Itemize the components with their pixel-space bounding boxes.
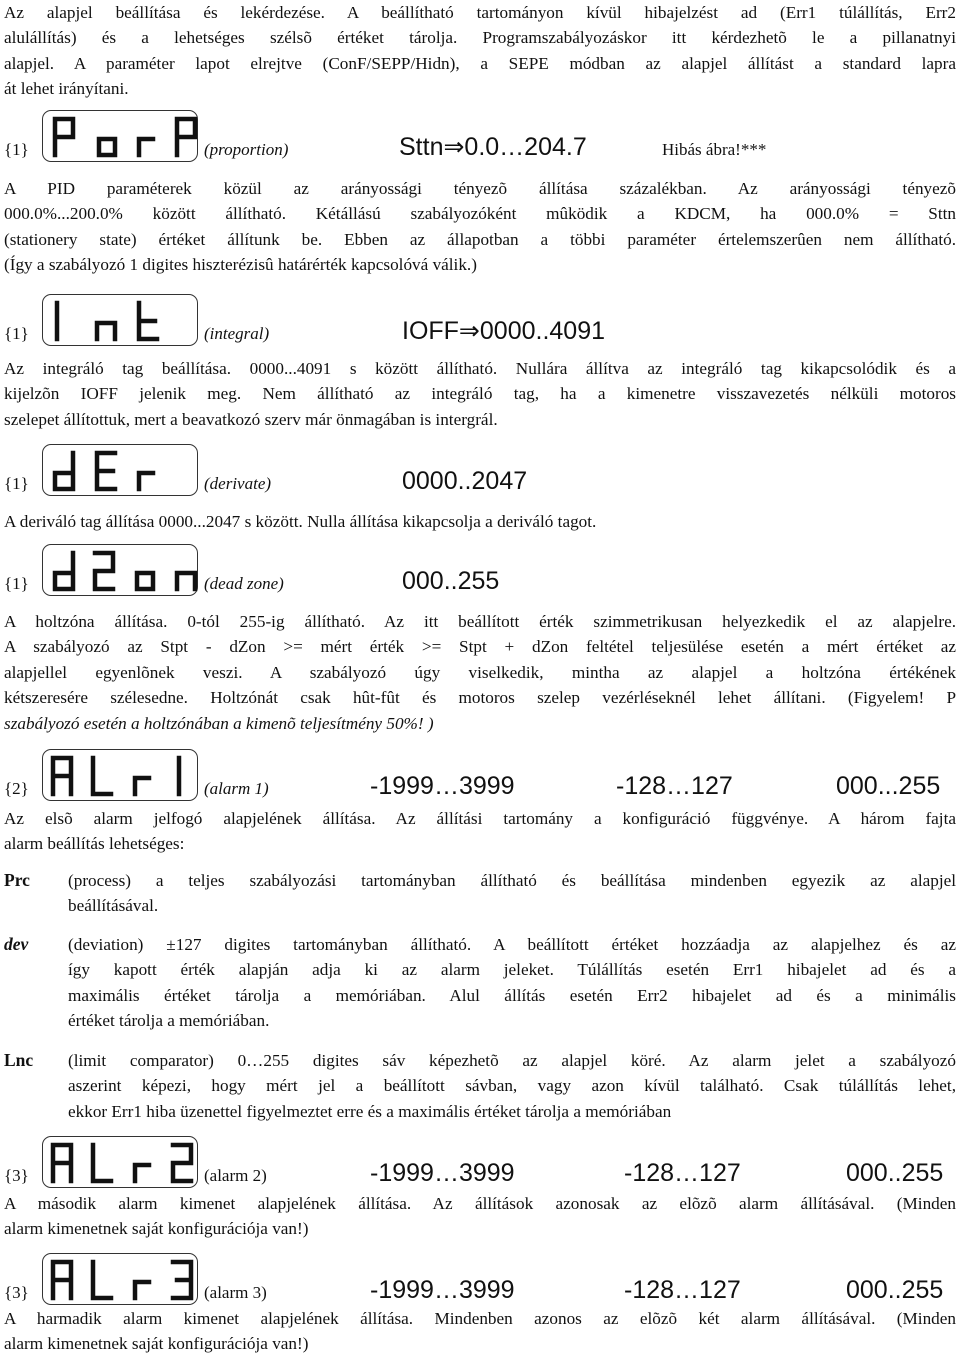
- param-range: -1999…3999: [370, 1276, 515, 1304]
- text-line: ekkor Err1 hiba üzenettel figyelmeztet erre és a maximális értéket tárolja a memóriában: [68, 1101, 672, 1121]
- param-group: {3}: [4, 1283, 29, 1302]
- text-line: alapjellel egyenlõnek veszi. A szabályozó úgy viselkedik, mintha az alapjel a holtzóna értékének: [4, 662, 956, 682]
- text-line: (Így a szabályozó 1 digites hiszterézisû határérték kapcsolóvá válik.): [4, 255, 477, 275]
- alarm-mode-body: [68, 932, 956, 1034]
- alarm-3-paragraph: [4, 1306, 956, 1357]
- text-line: át lehet irányítani.: [4, 79, 129, 99]
- text-line: alapjel. A paraméter lapot elrejtve (ConF/SEPP/Hidn), a SEPE módban az alapjel állítást a standard lapra: [4, 53, 956, 73]
- param-range: IOFF⇒0000..4091: [402, 317, 606, 345]
- text-line: A PID paraméterek közül az arányossági tényezõ állítása százalékban. Az arányossági tényezõ: [4, 179, 956, 198]
- lcd-display-alr1: [42, 749, 198, 801]
- text-line: 000.0%...200.0% között állítható. Kétállású szabályozóként mûködik a KDCM, ha 000.0% = Sttn: [4, 204, 956, 224]
- param-range: -128…127: [616, 772, 733, 800]
- integral-paragraph: [4, 356, 956, 432]
- param-range: 0000..2047: [402, 467, 528, 495]
- text-line: maximális értéket tárolja a memóriában. Alul állítás esetén Err2 hibajelet ad és a minimális: [68, 985, 956, 1005]
- param-row-alarm-2: [4, 1132, 956, 1188]
- text-line: Az integráló tag beállítása. 0000...4091 s között állítható. Nullára állítva az integráló tag kikapcsolódik és a: [4, 359, 956, 378]
- text-line: kétszeresére szélesedne. Holtzónát csak hût-fût és motoros szelep vezérléseknél lehet állítani. (Figyelem! P: [4, 688, 956, 708]
- text-line: szabályozó esetén a holtzónában a kimenõ teljesítmény 50%! ): [4, 713, 434, 733]
- param-group: {1}: [4, 324, 29, 343]
- text-line: alarm beállítás lehetséges:: [4, 834, 185, 854]
- param-group: {3}: [4, 1166, 29, 1185]
- alarm-mode-dev: [4, 932, 956, 1034]
- intro-paragraph: [4, 0, 956, 102]
- text-line: alarm kimenetnek saját konfigurációja van!): [4, 1219, 309, 1239]
- lcd-display-alr3: [42, 1253, 198, 1305]
- lcd-segment-text: [43, 295, 199, 347]
- text-line: szelepet állítottuk, mert a beavatkozó szerv már önmagában is intergrál.: [4, 409, 498, 429]
- text-line: A holtzóna állítása. 0-tól 255-ig állítható. Az itt beállított érték szimmetrikusan helyezkedik el az alapjelre.: [4, 612, 956, 631]
- param-description: (alarm 2): [204, 1166, 267, 1185]
- text-line: így kapott érték alapján adja ki az alarm jeleket. Túlállítás esetén Err1 hibajelet ad és a: [68, 960, 956, 980]
- param-range: 000..255: [402, 567, 500, 595]
- param-range: Sttn⇒0.0…204.7: [399, 133, 587, 161]
- param-group: {2}: [4, 779, 29, 798]
- param-description: (proportion): [204, 140, 289, 159]
- alarm-mode-lnc: [4, 1048, 956, 1126]
- text-line: aszerint képezi, hogy mért jel a beállított sávban, vagy azon kívül található. Csak túlállítás lehet,: [68, 1076, 956, 1096]
- param-range: 000..255: [846, 1276, 944, 1304]
- param-description: (alarm 3): [204, 1283, 267, 1302]
- param-description: (integral): [204, 324, 270, 343]
- param-row-alarm-3: [4, 1249, 956, 1305]
- param-range: -1999…3999: [370, 772, 515, 800]
- alarm-mode-term: dev: [4, 934, 29, 954]
- alarm-mode-prc: [4, 868, 956, 920]
- alarm-mode-term: Prc: [4, 870, 30, 890]
- text-line: A második alarm kimenet alapjelének állítása. Az állítások azonosak az elõzõ alarm állításával. (Minden: [4, 1194, 956, 1213]
- lcd-segment-text: [43, 750, 199, 802]
- dead-zone-paragraph: [4, 609, 956, 736]
- proportion-paragraph: [4, 176, 956, 278]
- text-line: Az alapjel beállítása és lekérdezése. A beállítható tartományon kívül hibajelzést ad (Err1 túlállítás, Err2: [4, 3, 956, 22]
- param-row-derivate: [4, 440, 956, 496]
- text-line: (process) a teljes szabályozási tartományban állítható és beállítása mindenben egyezik az alapjel: [68, 871, 956, 890]
- derivate-paragraph: [4, 509, 956, 534]
- alarm-mode-term: Lnc: [4, 1050, 34, 1070]
- param-row-integral: [4, 290, 956, 346]
- text-line: kijelzõn IOFF jelenik meg. Nem állítható az integráló tag, ha a kimenetre visszavezetés nélküli motoros: [4, 384, 956, 404]
- lcd-segment-text: [43, 545, 199, 597]
- param-range: 000..255: [846, 1159, 944, 1187]
- text-line: A harmadik alarm kimenet alapjelének állítása. Mindenben azonos az elõzõ két alarm állításával. (Minden: [4, 1309, 956, 1328]
- alarm-2-paragraph: [4, 1191, 956, 1242]
- text-line: alarm kimenetnek saját konfigurációja van!): [4, 1334, 309, 1354]
- param-description: (dead zone): [204, 574, 284, 593]
- text-line: beállításával.: [68, 896, 159, 916]
- lcd-segment-text: [43, 1137, 199, 1189]
- param-row-alarm-1: [4, 745, 956, 801]
- lcd-segment-text: [43, 1254, 199, 1306]
- lcd-segment-text: [43, 111, 199, 163]
- text-line: Az elsõ alarm jelfogó alapjelének állítása. Az állítási tartomány a konfiguráció függvénye. A három fajta: [4, 809, 956, 828]
- lcd-display-der: [42, 444, 198, 496]
- text-line: (stationery state) értéket állítunk be. Ebben az állapotban a többi paraméter értelemszerûen nem állítható.: [4, 229, 956, 249]
- param-row-dead-zone: [4, 540, 956, 596]
- param-group: {1}: [4, 574, 29, 593]
- text-line: (deviation) ±127 digites tartományban állítható. A beállított értéket hozzáadja az alapjelhez és az: [68, 935, 956, 954]
- param-description: (derivate): [204, 474, 272, 493]
- param-range: -128…127: [624, 1276, 741, 1304]
- text-line: értéket tárolja a memóriában.: [68, 1011, 270, 1031]
- param-range: -128…127: [624, 1159, 741, 1187]
- lcd-display-porp: [42, 110, 198, 162]
- alarm-1-paragraph: [4, 806, 956, 857]
- param-row-proportion: [4, 106, 956, 162]
- text-line: alulállítás) és a lehetséges szélsõ értéket tárolja. Programszabályozáskor itt kérdezhetõ le a pillanatnyi: [4, 28, 956, 48]
- param-range: -1999…3999: [370, 1159, 515, 1187]
- lcd-display-dzon: [42, 544, 198, 596]
- lcd-segment-text: [43, 445, 199, 497]
- alarm-mode-body: [68, 868, 956, 919]
- param-note: Hibás ábra!***: [662, 140, 767, 159]
- text-line: (limit comparator) 0…255 digites sáv képezhetõ az alapjel köré. Az alarm jelet a szabályozó: [68, 1051, 956, 1070]
- param-range: 000...255: [836, 772, 941, 800]
- param-group: {1}: [4, 140, 29, 159]
- text-line: A szabályozó az Stpt - dZon >= mért érték >= Stpt + dZon feltétel teljesülése esetén a mért értéket az: [4, 637, 956, 657]
- param-description: (alarm 1): [204, 779, 269, 798]
- text-line: A deriváló tag állítása 0000...2047 s között. Nulla állítása kikapcsolja a deriváló tagot.: [4, 512, 597, 531]
- alarm-mode-body: [68, 1048, 956, 1124]
- param-group: {1}: [4, 474, 29, 493]
- lcd-display-alr2: [42, 1136, 198, 1188]
- lcd-display-int: [42, 294, 198, 346]
